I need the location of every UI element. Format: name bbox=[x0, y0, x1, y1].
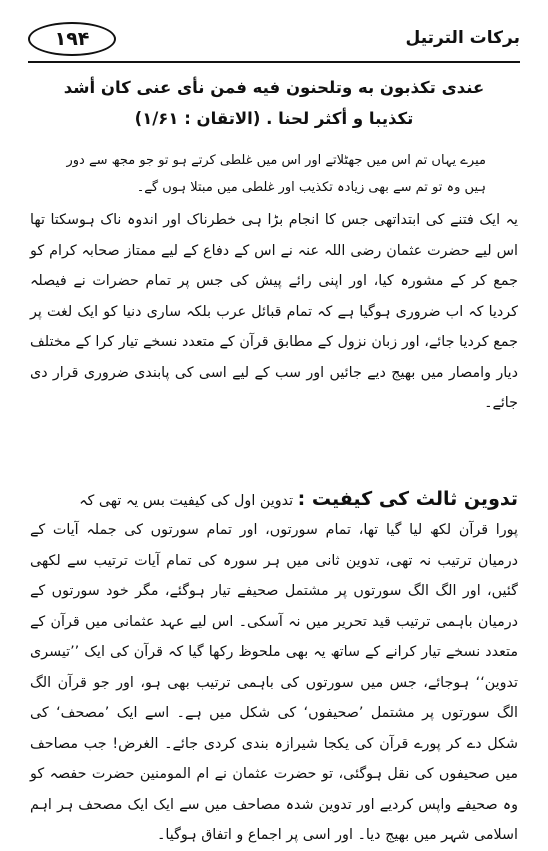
translation-block bbox=[62, 147, 486, 201]
book-title: برکات الترتیل bbox=[405, 28, 520, 48]
page-number: ۱۹۴ bbox=[28, 22, 116, 56]
page-header bbox=[28, 22, 520, 58]
section-heading: تدوین ثالث کی کیفیت : bbox=[297, 488, 518, 510]
paragraph: یہ ایک فتنے کی ابتداتھی جس کا انجام بڑا ہی خطرناک اور اندوہ ناک ہوسکتا تھا اس لیے حضرت عثمان رضی اللہ عنہ نے اس کے دفاع کے لیے ممتاز صحابہ کرام کو جمع کر کے مشورہ کیا، اور اپنی رائے پیش کی جس پر تمام حضرات نے فیصلہ کردیا کہ اب ضروری ہوگیا ہے کہ تمام قبائل عرب بلکہ ساری دنیا کو ایک لغت پر جمع کردیا جائے، اور زبان نزول کے مطابق قرآن کے متعدد نسخے تیار کرا کے مختلف دیار وامصار میں بھیج دیے جائیں اور سب کے لیے اسی کی پابندی ضروری قرار دی جائے۔ bbox=[30, 212, 518, 411]
arabic-quote-line: عندی تکذبون به وتلحنون فیه فمن نأی عنی کان أشد bbox=[63, 78, 485, 97]
arabic-quote bbox=[52, 72, 496, 134]
translation-line: میرے یہاں تم اس میں جھٹلاتے اور اس میں غلطی کرتے ہو تو جو مجھ سے دور bbox=[66, 153, 486, 168]
header-divider bbox=[28, 61, 520, 63]
paragraph: پورا قرآن لکھ لیا گیا تھا، تمام سورتوں، اور تمام سورتوں کی جملہ آیات کے درمیان ترتیب نہ تھی، تدوین ثانی میں ہر سورہ کی تمام آیات ترتیب سے لکھی گئیں، اور الگ الگ سورتوں پر مشتمل صحیفے تیار ہوگئے، مگر خود سورتوں کے درمیان باہمی ترتیب قید تحریر میں نہ آسکی۔ اس لیے عہد عثمانی میں قرآن کے متعدد نسخے تیار کرانے کے ساتھ یہ بھی ملحوظ رکھا گیا کہ قرآن کی ایک ’’تیسری تدوین‘‘ ہوجائے، جس میں سورتوں کی باہمی ترتیب بھی ہو، اور جو قرآن الگ الگ سورتوں پر مشتمل ’صحیفوں‘ کی شکل میں ہے۔ اسے ایک ’مصحف‘ کی شکل دے کر پورے قرآن کی یکجا شیرازہ بندی کردی جائے۔ الغرض! جب مصاحف میں صحیفوں کی نقل ہوگئی، تو حضرت عثمان نے ام المومنین حضرت حفصہ کو وہ صحیفے واپس کردیے اور تدوین شدہ مصاحف میں سے ایک ایک مصحف ہر اہم اسلامی شہر میں بھیج دیا۔ اور اسی پر اجماع و اتفاق ہوگیا۔ bbox=[30, 522, 518, 843]
section-intro: تدوین اول کی کیفیت بس یہ تھی کہ bbox=[79, 493, 294, 509]
section-heading-line bbox=[30, 484, 518, 516]
translation-line: ہیں وہ تو تم سے بھی زیادہ تکذیب اور غلطی میں مبتلا ہوں گے۔ bbox=[136, 180, 486, 195]
arabic-quote-line: تکذیبا و أکثر لحنا . (الاتقان : ۱/۶۱) bbox=[134, 109, 414, 128]
